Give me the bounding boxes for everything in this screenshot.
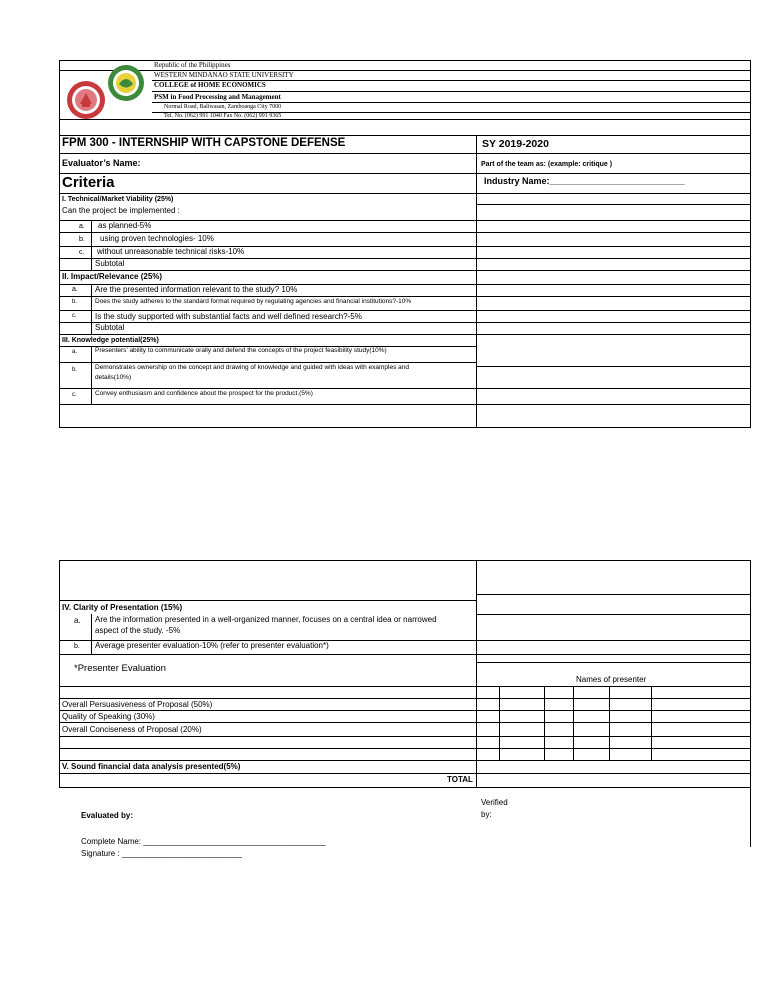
section1-item-a-text: as planned-5%: [98, 221, 152, 230]
section1-title: I. Technical/Market Viability (25%): [62, 196, 174, 203]
section2-item-b-text: Does the study adheres to the standard format required by regulating agencies and financial institutions?-10%: [95, 298, 412, 305]
section2-item-b-letter: b.: [72, 299, 78, 305]
section4-item-a-text-line2: aspect of the study. -5%: [95, 626, 181, 635]
section2-item-c-text: Is the study supported with substantial facts and well defined research?-5%: [95, 312, 362, 321]
section5-title: V. Sound financial data analysis presented(5%): [62, 762, 241, 771]
section4-item-a-text-line1: Are the information presented in a well-organized manner, focuses on a central idea or narrowed: [95, 615, 437, 624]
industry-name-field[interactable]: Industry Name:___________________________: [484, 176, 685, 186]
program-name: PSM in Food Processing and Management: [154, 93, 281, 101]
section3-item-b-text-line2: details(10%): [95, 374, 132, 381]
section1-question: Can the project be implemented :: [62, 206, 180, 215]
section3-item-c-text: Convey enthusiasm and confidence about the prospect for the product.(5%): [95, 390, 313, 397]
signature-field[interactable]: Signature : ___________________________: [81, 849, 243, 858]
school-year: SY 2019-2020: [482, 138, 549, 150]
section4-item-b-letter: b.: [74, 643, 80, 650]
quality-of-speaking-row-label: Quality of Speaking (30%): [62, 712, 155, 721]
section2-item-a-letter: a.: [72, 286, 78, 293]
section3-title: III. Knowledge potential(25%): [62, 337, 159, 344]
section2-title: II. Impact/Relevance (25%): [62, 272, 163, 281]
evaluated-by-label: Evaluated by:: [81, 811, 134, 820]
verified-by-label-line1: Verified: [481, 798, 508, 807]
section4-item-a-letter: a.: [74, 616, 81, 625]
section4-item-b-text: Average presenter evaluation-10% (refer to presenter evaluation*): [95, 641, 329, 650]
tel-fax-text: Tel. No. (062) 991 1040 Fax No. (062) 991 9365: [164, 113, 282, 119]
section3-item-a-letter: a.: [72, 349, 78, 355]
conciseness-row-label: Overall Conciseness of Proposal (20%): [62, 725, 202, 734]
section4-title: IV. Clarity of Presentation (15%): [62, 603, 183, 612]
university-name: WESTERN MINDANAO STATE UNIVERSITY: [154, 71, 294, 79]
college-seal-logo: [106, 64, 146, 102]
section2-item-a-text: Are the presented information relevant to the study? 10%: [95, 285, 298, 294]
evaluator-name-label: Evaluator’s Name:: [62, 158, 141, 168]
section1-item-c-letter: c.: [79, 249, 85, 256]
college-name: COLLEGE of HOME ECONOMICS: [154, 81, 266, 89]
section3-item-a-text: Presenters’ ability to communicate orally and defend the concepts of the project feasibility study(10%): [95, 347, 387, 354]
section3-item-b-letter: b.: [72, 367, 78, 373]
verified-by-label-line2: by:: [481, 810, 492, 819]
presenter-evaluation-title: *Presenter Evaluation: [74, 663, 166, 674]
section3-item-b-text-line1: Demonstrates ownership on the concept and drawing of knowledge and guided with ideas with examples and: [95, 364, 409, 371]
section1-item-a-letter: a.: [79, 223, 85, 230]
section2-item-c-letter: c.: [72, 313, 77, 319]
section1-item-b-letter: b.: [79, 236, 85, 243]
persuasiveness-row-label: Overall Persuasiveness of Proposal (50%): [62, 700, 213, 709]
names-of-presenter-header: Names of presenter: [576, 675, 647, 684]
republic-text: Republic of the Philippines: [154, 61, 231, 69]
university-seal-logo: [66, 80, 106, 120]
team-part-label: Part of the team as: (example: critique ): [481, 161, 613, 168]
total-label: TOTAL: [447, 775, 473, 784]
form-title: FPM 300 - INTERNSHIP WITH CAPSTONE DEFENSE: [62, 137, 346, 149]
address-text: Normal Road, Baliwasan, Zamboanga City 7000: [164, 104, 282, 110]
section1-item-c-text: without unreasonable technical risks-10%: [97, 247, 245, 256]
section3-item-c-letter: c.: [72, 392, 77, 398]
section1-item-b-text: using proven technologies- 10%: [100, 234, 214, 243]
section1-subtotal: Subtotal: [95, 259, 125, 268]
complete-name-field[interactable]: Complete Name: _________________________________________: [81, 837, 326, 846]
criteria-heading: Criteria: [62, 174, 115, 191]
section2-subtotal: Subtotal: [95, 323, 125, 332]
